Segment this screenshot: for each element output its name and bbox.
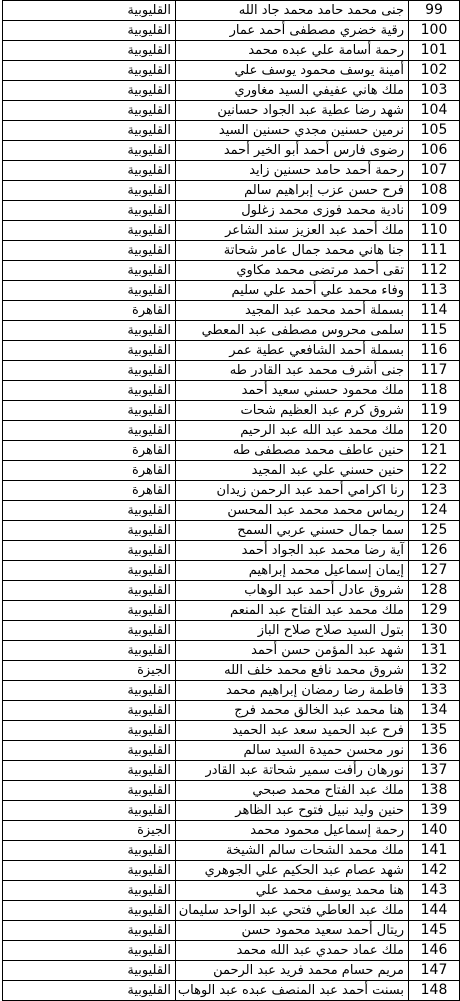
student-name-cell: رنا اكرامي أحمد عبد الرحمن زيدان bbox=[176, 481, 409, 501]
governorate-cell: القليوبية bbox=[3, 501, 176, 521]
student-name-cell: جنى محمد حامد محمد جاد الله bbox=[176, 1, 409, 21]
table-row bbox=[3, 121, 460, 141]
table-row bbox=[3, 401, 460, 421]
student-name-cell: حنين حسني علي عبد المجيد bbox=[176, 461, 409, 481]
row-number-cell: 125 bbox=[409, 521, 460, 541]
row-number-cell: 113 bbox=[409, 281, 460, 301]
row-number-cell: 139 bbox=[409, 801, 460, 821]
student-name-cell: نادية محمد فوزى محمد زغلول bbox=[176, 201, 409, 221]
row-number-cell: 119 bbox=[409, 401, 460, 421]
table-row bbox=[3, 581, 460, 601]
table-row bbox=[3, 481, 460, 501]
table-row bbox=[3, 761, 460, 781]
student-name-cell: رضوى فارس أحمد أبو الخير أحمد bbox=[176, 141, 409, 161]
row-number-cell: 144 bbox=[409, 901, 460, 921]
row-number-cell: 107 bbox=[409, 161, 460, 181]
governorate-cell: القليوبية bbox=[3, 921, 176, 941]
table-row bbox=[3, 801, 460, 821]
table-row bbox=[3, 61, 460, 81]
student-name-cell: ملك محمد عبد الفتاح عبد المنعم bbox=[176, 601, 409, 621]
student-name-cell: آية رضا محمد عبد الجواد أحمد bbox=[176, 541, 409, 561]
table-row bbox=[3, 221, 460, 241]
governorate-cell: القليوبية bbox=[3, 601, 176, 621]
table-row bbox=[3, 641, 460, 661]
table-row bbox=[3, 921, 460, 941]
governorate-cell: القليوبية bbox=[3, 141, 176, 161]
table-row bbox=[3, 881, 460, 901]
governorate-cell: القليوبية bbox=[3, 221, 176, 241]
row-number-cell: 101 bbox=[409, 41, 460, 61]
governorate-cell: القليوبية bbox=[3, 781, 176, 801]
table-row bbox=[3, 161, 460, 181]
student-name-cell: شهد رضا عطية عبد الجواد حسانين bbox=[176, 101, 409, 121]
row-number-cell: 118 bbox=[409, 381, 460, 401]
student-name-cell: سلمى محروس مصطفى عبد المعطي bbox=[176, 321, 409, 341]
governorate-cell: القليوبية bbox=[3, 841, 176, 861]
governorate-cell: القليوبية bbox=[3, 261, 176, 281]
table-row bbox=[3, 861, 460, 881]
student-name-cell: شهد عبد المؤمن حسن أحمد bbox=[176, 641, 409, 661]
student-name-cell: بسملة أحمد محمد عبد المجيد bbox=[176, 301, 409, 321]
row-number-cell: 105 bbox=[409, 121, 460, 141]
row-number-cell: 120 bbox=[409, 421, 460, 441]
governorate-cell: القليوبية bbox=[3, 361, 176, 381]
table-row bbox=[3, 781, 460, 801]
student-name-cell: شروق كرم عبد العظيم شحات bbox=[176, 401, 409, 421]
student-table-body bbox=[3, 1, 460, 1001]
table-row bbox=[3, 681, 460, 701]
row-number-cell: 129 bbox=[409, 601, 460, 621]
row-number-cell: 146 bbox=[409, 941, 460, 961]
student-name-cell: تقى أحمد مرتضى محمد مكاوي bbox=[176, 261, 409, 281]
row-number-cell: 126 bbox=[409, 541, 460, 561]
row-number-cell: 109 bbox=[409, 201, 460, 221]
student-name-cell: نور محسن حميدة السيد سالم bbox=[176, 741, 409, 761]
row-number-cell: 99 bbox=[409, 1, 460, 21]
table-row bbox=[3, 341, 460, 361]
row-number-cell: 122 bbox=[409, 461, 460, 481]
table-row bbox=[3, 361, 460, 381]
governorate-cell: القليوبية bbox=[3, 701, 176, 721]
row-number-cell: 148 bbox=[409, 981, 460, 1001]
governorate-cell: القليوبية bbox=[3, 721, 176, 741]
student-name-cell: رحمة أحمد حامد حسنين زايد bbox=[176, 161, 409, 181]
student-name-cell: نورهان رأفت سمير شحاتة عبد القادر bbox=[176, 761, 409, 781]
governorate-cell: القليوبية bbox=[3, 21, 176, 41]
table-row bbox=[3, 261, 460, 281]
student-name-cell: سما جمال حسني عربي السمح bbox=[176, 521, 409, 541]
governorate-cell: القليوبية bbox=[3, 61, 176, 81]
table-row bbox=[3, 521, 460, 541]
student-name-cell: ملك هاني عفيفي السيد مغاوري bbox=[176, 81, 409, 101]
governorate-cell: القليوبية bbox=[3, 401, 176, 421]
table-row bbox=[3, 601, 460, 621]
row-number-cell: 141 bbox=[409, 841, 460, 861]
table-row bbox=[3, 321, 460, 341]
governorate-cell: القليوبية bbox=[3, 281, 176, 301]
governorate-cell: القليوبية bbox=[3, 881, 176, 901]
row-number-cell: 104 bbox=[409, 101, 460, 121]
student-name-cell: ملك محمد عبد الله عبد الرحيم bbox=[176, 421, 409, 441]
governorate-cell: القليوبية bbox=[3, 621, 176, 641]
table-row bbox=[3, 701, 460, 721]
student-name-cell: مريم حسام محمد فريد عبد الرحمن bbox=[176, 961, 409, 981]
student-name-cell: فرح عبد الحميد سعد عبد الحميد bbox=[176, 721, 409, 741]
table-row bbox=[3, 201, 460, 221]
row-number-cell: 106 bbox=[409, 141, 460, 161]
table-row bbox=[3, 501, 460, 521]
student-name-cell: شهد عصام عبد الحكيم علي الجوهري bbox=[176, 861, 409, 881]
governorate-cell: الجيزة bbox=[3, 661, 176, 681]
student-table bbox=[2, 0, 460, 1001]
row-number-cell: 136 bbox=[409, 741, 460, 761]
student-name-cell: ملك عبد الفتاح محمد صبحي bbox=[176, 781, 409, 801]
row-number-cell: 102 bbox=[409, 61, 460, 81]
student-name-cell: شروق محمد نافع محمد خلف الله bbox=[176, 661, 409, 681]
row-number-cell: 123 bbox=[409, 481, 460, 501]
row-number-cell: 115 bbox=[409, 321, 460, 341]
governorate-cell: القليوبية bbox=[3, 41, 176, 61]
governorate-cell: القليوبية bbox=[3, 81, 176, 101]
governorate-cell: القليوبية bbox=[3, 981, 176, 1001]
table-row bbox=[3, 141, 460, 161]
governorate-cell: القليوبية bbox=[3, 641, 176, 661]
table-row bbox=[3, 441, 460, 461]
governorate-cell: القليوبية bbox=[3, 161, 176, 181]
table-row bbox=[3, 281, 460, 301]
row-number-cell: 116 bbox=[409, 341, 460, 361]
row-number-cell: 147 bbox=[409, 961, 460, 981]
student-name-cell: ملك أحمد عبد العزيز سند الشاعر bbox=[176, 221, 409, 241]
table-row bbox=[3, 181, 460, 201]
row-number-cell: 131 bbox=[409, 641, 460, 661]
row-number-cell: 110 bbox=[409, 221, 460, 241]
table-row bbox=[3, 241, 460, 261]
student-name-cell: هنا محمد عبد الخالق محمد فرج bbox=[176, 701, 409, 721]
table-row bbox=[3, 41, 460, 61]
table-row bbox=[3, 621, 460, 641]
row-number-cell: 124 bbox=[409, 501, 460, 521]
row-number-cell: 145 bbox=[409, 921, 460, 941]
student-name-cell: نرمين حسنين مجدي حسنين السيد bbox=[176, 121, 409, 141]
student-name-cell: ريماس محمد محمد عبد المحسن bbox=[176, 501, 409, 521]
governorate-cell: القليوبية bbox=[3, 541, 176, 561]
table-row bbox=[3, 81, 460, 101]
table-row bbox=[3, 821, 460, 841]
row-number-cell: 142 bbox=[409, 861, 460, 881]
row-number-cell: 134 bbox=[409, 701, 460, 721]
governorate-cell: القليوبية bbox=[3, 421, 176, 441]
student-name-cell: هنا محمد يوسف محمد علي bbox=[176, 881, 409, 901]
governorate-cell: القليوبية bbox=[3, 761, 176, 781]
student-name-cell: رقية خضري مصطفى أحمد عمار bbox=[176, 21, 409, 41]
governorate-cell: القليوبية bbox=[3, 741, 176, 761]
row-number-cell: 137 bbox=[409, 761, 460, 781]
governorate-cell: القليوبية bbox=[3, 861, 176, 881]
governorate-cell: القليوبية bbox=[3, 121, 176, 141]
row-number-cell: 128 bbox=[409, 581, 460, 601]
student-name-cell: رحمة أسامة علي عبده محمد bbox=[176, 41, 409, 61]
student-name-cell: جنا هاني محمد جمال عامر شحاتة bbox=[176, 241, 409, 261]
student-name-cell: رحمة إسماعيل محمود محمد bbox=[176, 821, 409, 841]
table-row bbox=[3, 661, 460, 681]
row-number-cell: 114 bbox=[409, 301, 460, 321]
governorate-cell: القليوبية bbox=[3, 901, 176, 921]
table-row bbox=[3, 961, 460, 981]
row-number-cell: 100 bbox=[409, 21, 460, 41]
row-number-cell: 111 bbox=[409, 241, 460, 261]
governorate-cell: القليوبية bbox=[3, 181, 176, 201]
row-number-cell: 127 bbox=[409, 561, 460, 581]
row-number-cell: 138 bbox=[409, 781, 460, 801]
governorate-cell: القليوبية bbox=[3, 801, 176, 821]
student-name-cell: وفاء محمد علي أحمد علي سليم bbox=[176, 281, 409, 301]
table-row bbox=[3, 461, 460, 481]
student-name-cell: بسنت أحمد عبد المنصف عبده عبد الوهاب bbox=[176, 981, 409, 1001]
row-number-cell: 132 bbox=[409, 661, 460, 681]
table-row bbox=[3, 721, 460, 741]
governorate-cell: القليوبية bbox=[3, 101, 176, 121]
governorate-cell: القليوبية bbox=[3, 201, 176, 221]
governorate-cell: القليوبية bbox=[3, 941, 176, 961]
student-name-cell: بتول السيد صلاح صلاح الباز bbox=[176, 621, 409, 641]
table-row bbox=[3, 541, 460, 561]
student-name-cell: ريتال أحمد سعيد محمود حسن bbox=[176, 921, 409, 941]
student-name-cell: بسملة أحمد الشافعي عطية عمر bbox=[176, 341, 409, 361]
student-name-cell: جنى أشرف محمد عبد القادر طه bbox=[176, 361, 409, 381]
row-number-cell: 130 bbox=[409, 621, 460, 641]
governorate-cell: القليوبية bbox=[3, 561, 176, 581]
student-name-cell: حنين عاطف محمد مصطفى طه bbox=[176, 441, 409, 461]
student-name-cell: إيمان إسماعيل محمد إبراهيم bbox=[176, 561, 409, 581]
row-number-cell: 108 bbox=[409, 181, 460, 201]
student-name-cell: أمينة يوسف محمود يوسف علي bbox=[176, 61, 409, 81]
governorate-cell: القليوبية bbox=[3, 341, 176, 361]
governorate-cell: القليوبية bbox=[3, 381, 176, 401]
governorate-cell: القليوبية bbox=[3, 681, 176, 701]
governorate-cell: القليوبية bbox=[3, 1, 176, 21]
governorate-cell: القليوبية bbox=[3, 581, 176, 601]
student-name-cell: ملك عماد حمدي عبد الله محمد bbox=[176, 941, 409, 961]
governorate-cell: القاهرة bbox=[3, 301, 176, 321]
governorate-cell: القاهرة bbox=[3, 481, 176, 501]
row-number-cell: 112 bbox=[409, 261, 460, 281]
student-name-cell: ملك محمد الشحات سالم الشيخة bbox=[176, 841, 409, 861]
governorate-cell: القليوبية bbox=[3, 521, 176, 541]
table-row bbox=[3, 1, 460, 21]
table-row bbox=[3, 941, 460, 961]
governorate-cell: القليوبية bbox=[3, 241, 176, 261]
student-name-cell: فرح حسن عزب إبراهيم سالم bbox=[176, 181, 409, 201]
table-row bbox=[3, 741, 460, 761]
governorate-cell: القاهرة bbox=[3, 461, 176, 481]
row-number-cell: 121 bbox=[409, 441, 460, 461]
governorate-cell: الجيزة bbox=[3, 821, 176, 841]
table-row bbox=[3, 301, 460, 321]
governorate-cell: القليوبية bbox=[3, 961, 176, 981]
governorate-cell: القليوبية bbox=[3, 321, 176, 341]
row-number-cell: 143 bbox=[409, 881, 460, 901]
table-row bbox=[3, 841, 460, 861]
table-row bbox=[3, 21, 460, 41]
row-number-cell: 117 bbox=[409, 361, 460, 381]
row-number-cell: 140 bbox=[409, 821, 460, 841]
student-name-cell: شروق عادل أحمد عبد الوهاب bbox=[176, 581, 409, 601]
table-row bbox=[3, 421, 460, 441]
governorate-cell: القاهرة bbox=[3, 441, 176, 461]
student-name-cell: ملك محمود حسني سعيد أحمد bbox=[176, 381, 409, 401]
student-name-cell: ملك عبد العاطي فتحي عبد الواحد سليمان bbox=[176, 901, 409, 921]
table-row bbox=[3, 101, 460, 121]
row-number-cell: 135 bbox=[409, 721, 460, 741]
table-row bbox=[3, 561, 460, 581]
student-name-cell: حنين وليد نبيل فتوح عبد الظاهر bbox=[176, 801, 409, 821]
row-number-cell: 133 bbox=[409, 681, 460, 701]
student-name-cell: فاطمة رضا رمضان إبراهيم محمد bbox=[176, 681, 409, 701]
table-row bbox=[3, 901, 460, 921]
row-number-cell: 103 bbox=[409, 81, 460, 101]
table-row bbox=[3, 381, 460, 401]
